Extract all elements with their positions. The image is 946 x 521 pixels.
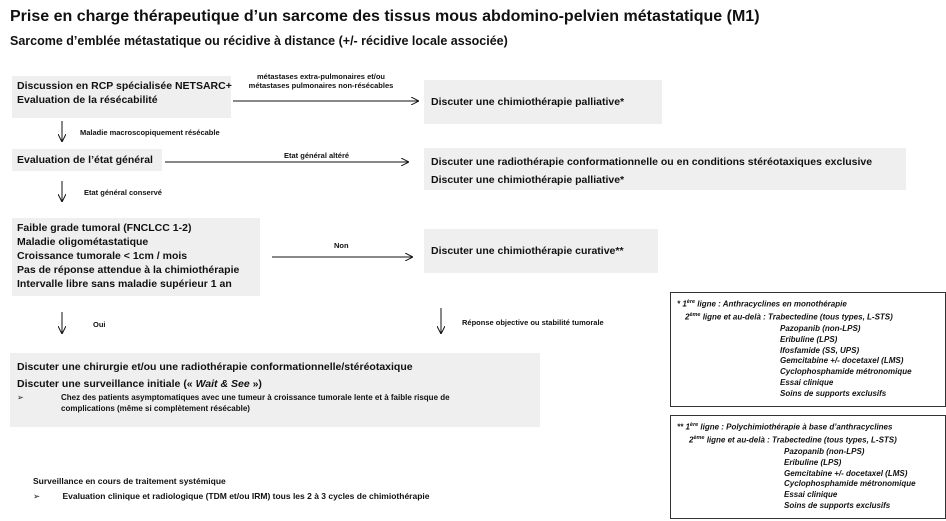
curative-line: Discuter une chimiothérapie curative** — [431, 245, 624, 257]
note-2-drug: Eribuline (LPS) — [784, 457, 842, 467]
criteria-line: Croissance tumorale < 1cm / mois — [17, 250, 188, 262]
rcp-line-2: Evaluation de la résécabilité — [17, 94, 158, 106]
note-2-second-line: 2ème ligne et au-delà : Trabectedine (tous types, L-STS) — [689, 435, 897, 446]
note-1-second-line: 2ème ligne et au-delà : Trabectedine (tous types, L-STS) — [685, 312, 893, 323]
note-box-2 — [670, 415, 946, 519]
note-1-drug: Cyclophosphamide métronomique — [780, 367, 912, 377]
arrow-bullet-icon: ➢ — [17, 393, 24, 402]
label-non: Non — [334, 241, 349, 250]
radiotherapie-line-1: Discuter une radiothérapie conformationnelle ou en conditions stéréotaxiques exclusive — [431, 156, 873, 168]
note-1-drug: Ifosfamide (SS, UPS) — [780, 345, 860, 355]
rcp-line-1: Discussion en RCP spécialisée NETSARC+ — [17, 80, 232, 92]
radiotherapie-line-2: Discuter une chimiothérapie palliative* — [431, 174, 625, 186]
note-1-first-line: * 1ère ligne : Anthracyclines en monothérapie — [677, 299, 847, 309]
criteria-line: Intervalle libre sans maladie supérieur 1 an — [17, 278, 232, 290]
criteria-line: Faible grade tumoral (FNCLCC 1-2) — [17, 222, 192, 234]
note-2-drug: Pazopanib (non-LPS) — [784, 446, 865, 456]
note-2-drug: Essai clinique — [784, 490, 838, 500]
palliative-line: Discuter une chimiothérapie palliative* — [431, 96, 625, 108]
label-macroscopique: Maladie macroscopiquement résécable — [80, 128, 220, 137]
note-2-drug: Cyclophosphamide métronomique — [784, 479, 916, 489]
note-1-drug: Gemcitabine +/- docetaxel (LMS) — [780, 356, 904, 366]
note-1-drug: Pazopanib (non-LPS) — [780, 323, 861, 333]
label-altere: Etat général altéré — [284, 151, 350, 160]
surveillance-bullet-text: Evaluation clinique et radiologique (TDM et/ou IRM) tous les 2 à 3 cycles de chimiothérapie — [62, 491, 430, 501]
note-2-drug: Gemcitabine +/- docetaxel (LMS) — [784, 468, 908, 478]
note-1-drug: Essai clinique — [780, 377, 834, 387]
surgery-line-1: Discuter une chirurgie et/ou une radiothérapie conformationnelle/stéréotaxique — [17, 361, 413, 373]
label-oui: Oui — [93, 320, 106, 329]
note-2-drug: Soins de supports exclusifs — [784, 500, 891, 510]
arrow-bullet-icon: ➢ — [33, 491, 41, 501]
etat-general-line: Evaluation de l’état général — [17, 154, 153, 166]
note-1-drug: Eribuline (LPS) — [780, 334, 838, 344]
page-title: Prise en charge thérapeutique d’un sarcome des tissus mous abdomino-pelvien métastatique (M1) — [10, 8, 760, 25]
surgery-bullet-text: Chez des patients asymptomatiques avec une tumeur à croissance tumorale lente et à faible risque de complications (même si complètement résécable) — [61, 393, 450, 413]
label-reponse: Réponse objective ou stabilité tumorale — [462, 318, 604, 327]
surveillance-bullet — [33, 491, 430, 501]
criteria-line: Maladie oligométastatique — [17, 236, 149, 248]
label-metastases: métastases extra-pulmonaires et/ou métastases pulmonaires non-résécables — [248, 72, 394, 90]
surveillance-title: Surveillance en cours de traitement systémique — [33, 476, 226, 486]
criteria-line: Pas de réponse attendue à la chimiothérapie — [17, 264, 240, 276]
page-subtitle: Sarcome d’emblée métastatique ou récidive à distance (+/- récidive locale associée) — [10, 34, 508, 48]
note-2-first-line: ** 1ère ligne : Polychimiothérapie à base d’anthracyclines — [677, 422, 893, 432]
surgery-line-2: Discuter une surveillance initiale (« Wait & See ») — [17, 378, 262, 390]
note-1-drug: Soins de supports exclusifs — [780, 388, 887, 398]
label-conserve: Etat général conservé — [84, 188, 162, 197]
note-box-1 — [670, 292, 946, 407]
